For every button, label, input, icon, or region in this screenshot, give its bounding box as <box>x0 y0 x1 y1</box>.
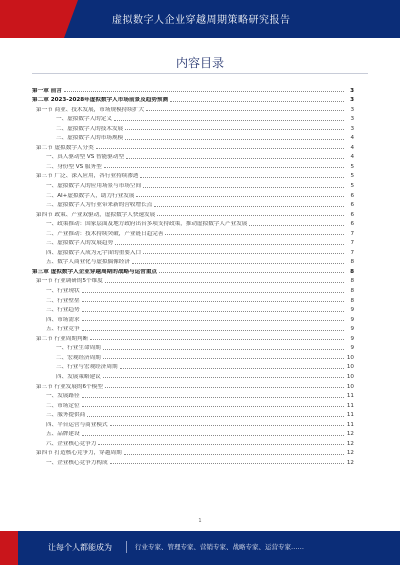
toc-section-entry[interactable] <box>32 284 354 294</box>
toc-section-entry[interactable] <box>32 275 354 285</box>
page-header <box>0 0 400 38</box>
toc-page-number: 3 <box>350 106 354 113</box>
toc-entry-text: 第三节 行业发展的6个模型 <box>36 383 103 390</box>
toc-section-entry[interactable] <box>32 141 354 151</box>
toc-section-entry[interactable] <box>32 313 354 323</box>
toc-leader-dots <box>159 272 344 273</box>
toc-section-entry[interactable] <box>32 179 354 189</box>
toc-leader-dots <box>140 177 344 178</box>
toc-section-entry[interactable] <box>32 113 354 123</box>
toc-entry-text: 三、虚拟数字人为行业带来新的营收增长点 <box>46 202 153 209</box>
toc-section-entry[interactable] <box>32 246 354 256</box>
toc-leader-dots <box>96 148 344 149</box>
toc-page-number: 9 <box>350 307 354 314</box>
footer-separator <box>126 541 127 553</box>
page-number: 1 <box>198 518 202 524</box>
toc-page-number: 3 <box>350 116 354 123</box>
toc-leader-dots <box>82 406 344 407</box>
toc-entry-text: 五、数字人商业化与虚拟偶像经济 <box>46 259 130 266</box>
toc-chapter-entry[interactable] <box>32 94 354 104</box>
footer-tagline: 行业专家、管理专家、营销专家、战略专家、运营专家…… <box>135 543 304 551</box>
toc-page-number: 3 <box>350 125 354 132</box>
toc-entry-text: 三、行业趋势 <box>46 307 80 314</box>
toc-entry-text: 四、虚拟数字人成为元宇宙的重要入口 <box>46 249 142 256</box>
toc-entry-text: 三、虚拟数字人的市场规模 <box>56 135 124 142</box>
toc-entry-text: 四、市场需求 <box>46 316 80 323</box>
toc-page-number: 6 <box>350 211 354 218</box>
toc-entry-text: 五、行业竞争 <box>46 326 80 333</box>
toc-section-entry[interactable] <box>32 361 354 371</box>
toc-section-entry[interactable] <box>32 122 354 132</box>
toc-leader-dots <box>98 444 344 445</box>
toc-leader-dots <box>249 225 344 226</box>
toc-leader-dots <box>64 91 344 92</box>
toc-page-number: 3 <box>350 87 354 94</box>
toc-page-number: 6 <box>350 192 354 199</box>
toc-page-number: 8 <box>350 268 354 275</box>
toc-leader-dots <box>105 387 344 388</box>
toc-leader-dots <box>120 368 344 369</box>
toc-page-number: 10 <box>346 383 354 390</box>
toc-leader-dots <box>90 339 344 340</box>
toc-entry-text: 第四节 打造核心竞争力，穿越周期 <box>36 450 122 457</box>
toc-page-number: 7 <box>350 230 354 237</box>
toc-page-number: 4 <box>350 154 354 161</box>
toc-entry-text: 第四节 政策、产业双驱动，虚拟数字人快速发展 <box>36 211 156 218</box>
toc-page-number: 5 <box>350 173 354 180</box>
toc-section-entry[interactable] <box>32 418 354 428</box>
footer-red-accent <box>0 531 18 565</box>
toc-section-entry[interactable] <box>32 304 354 314</box>
toc-leader-dots <box>165 234 344 235</box>
toc-entry-text: 二、市场定位 <box>46 402 80 409</box>
toc-leader-dots <box>115 244 344 245</box>
toc-section-entry[interactable] <box>32 437 354 447</box>
toc-entry-text: 二、宏观经济周期 <box>56 354 101 361</box>
toc-section-entry[interactable] <box>32 151 354 161</box>
toc-leader-dots <box>103 358 344 359</box>
toc-entry-text: 第二节 行业周期判断 <box>36 335 89 342</box>
toc-leader-dots <box>154 206 344 207</box>
toc-section-entry[interactable] <box>32 294 354 304</box>
toc-page-number: 9 <box>350 316 354 323</box>
toc-section-entry[interactable] <box>32 351 354 361</box>
toc-entry-text: 一、行业生命周期 <box>56 345 101 352</box>
toc-section-entry[interactable] <box>32 237 354 247</box>
toc-section-entry[interactable] <box>32 132 354 142</box>
toc-leader-dots <box>143 253 344 254</box>
toc-leader-dots <box>125 139 344 140</box>
toc-page-number: 11 <box>346 412 354 419</box>
toc-entry-text: 一、发展路径 <box>46 393 80 400</box>
toc-leader-dots <box>103 377 344 378</box>
toc-entry-text: 第二章 2023-2028年虚拟数字人市场前景及趋势预测 <box>32 97 169 104</box>
toc-entry-text: 四、平台运营与商业模式 <box>46 421 108 428</box>
toc-entry-text: 二、身份型 VS 服务型 <box>46 163 102 170</box>
toc-page-number: 11 <box>346 402 354 409</box>
toc-entry-text: 二、AI+虚拟数字人，助力行业发展 <box>46 192 135 199</box>
toc-entry-text: 一、真人驱动型 VS 智能驱动型 <box>46 154 125 161</box>
toc-leader-dots <box>82 301 344 302</box>
toc-page-number: 9 <box>350 345 354 352</box>
toc-page-number: 12 <box>346 440 354 447</box>
toc-section-entry[interactable] <box>32 332 354 342</box>
toc-leader-dots <box>146 110 344 111</box>
toc-section-entry[interactable] <box>32 409 354 419</box>
toc-leader-dots <box>157 215 344 216</box>
toc-leader-dots <box>103 349 344 350</box>
toc-leader-dots <box>126 158 344 159</box>
toc-page-number: 6 <box>350 221 354 228</box>
toc-entry-text: 一、虚拟数字人的应用场景与市场空间 <box>46 183 142 190</box>
toc-leader-dots <box>82 320 344 321</box>
toc-section-entry[interactable] <box>32 390 354 400</box>
header-red-accent <box>0 0 64 38</box>
toc-entry-text: 四、发展策略建议 <box>56 373 101 380</box>
toc-entry-text: 第二节 虚拟数字人分类 <box>36 144 94 151</box>
toc-section-entry[interactable] <box>32 256 354 266</box>
toc-chapter-entry[interactable] <box>32 84 354 94</box>
toc-page-number: 6 <box>350 202 354 209</box>
toc-page-number: 10 <box>346 364 354 371</box>
toc-section-entry[interactable] <box>32 370 354 380</box>
toc-entry-text: 六、企业核心竞争力 <box>46 440 97 447</box>
toc-section-entry[interactable] <box>32 380 354 390</box>
toc-page-number: 8 <box>350 259 354 266</box>
toc-section-entry[interactable] <box>32 103 354 113</box>
toc-entry-text: 一、企业核心竞争力构成 <box>46 459 108 466</box>
toc-page-number: 10 <box>346 373 354 380</box>
toc-page-number: 8 <box>350 278 354 285</box>
toc-leader-dots <box>125 129 344 130</box>
toc-divider <box>32 73 368 74</box>
toc-entry-text: 二、产业推动：技术持续突破，产业链日趋完善 <box>46 230 164 237</box>
toc-entry-text: 一、行业现状 <box>46 288 80 295</box>
toc-leader-dots <box>105 282 344 283</box>
toc-page-number: 8 <box>350 297 354 304</box>
toc-page-number: 4 <box>350 135 354 142</box>
page-footer <box>0 531 400 565</box>
toc-entry-text: 第一节 行业调研的5个维度 <box>36 278 103 285</box>
toc-page-number: 5 <box>350 183 354 190</box>
toc-section-entry[interactable] <box>32 208 354 218</box>
toc-heading: 内容目录 <box>175 56 224 70</box>
toc-page-number: 4 <box>350 144 354 151</box>
toc-entry-text: 第三章 虚拟数字人企业穿越周期的战略与运营重点 <box>32 268 158 275</box>
toc-leader-dots <box>110 463 344 464</box>
footer-slogan: 让每个人都能成为 <box>48 543 112 552</box>
toc-leader-dots <box>104 167 344 168</box>
toc-entry-text: 三、虚拟数字人的发展趋势 <box>46 240 114 247</box>
toc-section-entry[interactable] <box>32 199 354 209</box>
toc-section-entry[interactable] <box>32 399 354 409</box>
toc-section-entry[interactable] <box>32 447 354 457</box>
toc-entry-text: 第三节 广泛、深入应用，各行业持续渗透 <box>36 173 139 180</box>
toc-entry-text: 二、虚拟数字人的技术发展 <box>56 125 124 132</box>
toc-page-number: 12 <box>346 459 354 466</box>
toc-leader-dots <box>170 101 344 102</box>
toc-leader-dots <box>136 196 344 197</box>
toc-leader-dots <box>82 330 344 331</box>
toc-leader-dots <box>124 454 344 455</box>
toc-section-entry[interactable] <box>32 227 354 237</box>
toc-entry-text: 第一章 前言 <box>32 87 62 94</box>
toc-leader-dots <box>82 311 344 312</box>
toc-page-number: 7 <box>350 249 354 256</box>
toc-page-number: 11 <box>346 421 354 428</box>
toc-page-number: 7 <box>350 240 354 247</box>
toc-section-entry[interactable] <box>32 160 354 170</box>
toc-leader-dots <box>82 397 344 398</box>
toc-entry-text: 五、品牌建设 <box>46 431 80 438</box>
toc-page-number: 5 <box>350 163 354 170</box>
toc-page-number: 8 <box>350 288 354 295</box>
toc-section-entry[interactable] <box>32 428 354 438</box>
toc-entry-text: 第一节 商业、技术发展，市场规模持续扩大 <box>36 106 145 113</box>
toc-page-number: 9 <box>350 335 354 342</box>
toc-entry-text: 一、政策推动：国家层面及地方政府出台多项支持政策，推动虚拟数字人产业发展 <box>46 221 248 228</box>
toc-leader-dots <box>114 120 344 121</box>
toc-leader-dots <box>87 416 344 417</box>
toc-entry-text: 三、行业与宏观经济周期 <box>56 364 118 371</box>
toc-leader-dots <box>82 435 344 436</box>
toc-leader-dots <box>110 425 344 426</box>
toc-section-entry[interactable] <box>32 456 354 466</box>
toc-section-entry[interactable] <box>32 170 354 180</box>
toc-section-entry[interactable] <box>32 218 354 228</box>
toc-page-number: 9 <box>350 326 354 333</box>
toc-page-number: 11 <box>346 393 354 400</box>
toc-entry-text: 三、服务提供商 <box>46 412 86 419</box>
toc-section-entry[interactable] <box>32 189 354 199</box>
toc-entry-text: 一、虚拟数字人的定义 <box>56 116 112 123</box>
toc-page-number: 3 <box>350 97 354 104</box>
toc-leader-dots <box>143 187 344 188</box>
toc-leader-dots <box>132 263 344 264</box>
toc-section-entry[interactable] <box>32 342 354 352</box>
toc-section-entry[interactable] <box>32 323 354 333</box>
toc-leader-dots <box>82 292 344 293</box>
toc-entry-text: 二、行业壁垒 <box>46 297 80 304</box>
table-of-contents <box>32 84 354 466</box>
toc-page-number: 10 <box>346 354 354 361</box>
report-title: 虚拟数字人企业穿越周期策略研究报告 <box>112 15 291 26</box>
toc-page-number: 12 <box>346 431 354 438</box>
toc-chapter-entry[interactable] <box>32 265 354 275</box>
toc-page-number: 12 <box>346 450 354 457</box>
